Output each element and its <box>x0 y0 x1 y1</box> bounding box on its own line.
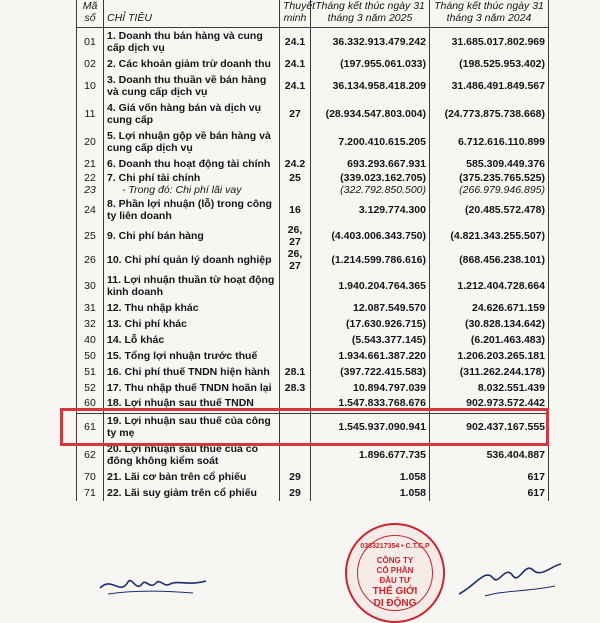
row-current-value-cell: (4.403.006.343.750) <box>311 224 430 248</box>
row-code-cell: 23 <box>77 184 104 196</box>
table-row <box>77 100 549 128</box>
row-code-cell: 71 <box>77 485 104 501</box>
row-item-cell: 22. Lãi suy giảm trên cổ phiếu <box>104 485 280 501</box>
row-item-cell: 4. Giá vốn hàng bán và dịch vụ cung cấp <box>104 100 280 128</box>
row-current-value-cell: (197.955.061.033) <box>311 56 430 72</box>
row-current-value-cell: 10.894.797.039 <box>311 380 430 396</box>
table-row <box>77 300 549 316</box>
row-item-cell: 14. Lỗ khác <box>104 332 280 348</box>
row-note-cell: 28.3 <box>280 380 311 396</box>
table-row <box>77 316 549 332</box>
seal-text-line3: ĐẦU TƯ <box>379 576 411 585</box>
row-current-value-cell: 1.547.833.768.676 <box>311 396 430 410</box>
header-item: CHỈ TIÊU <box>104 0 280 28</box>
row-code-cell: 21 <box>77 156 104 172</box>
row-note-cell: 16 <box>280 196 311 224</box>
row-code-cell: 02 <box>77 56 104 72</box>
signature-right <box>455 556 565 600</box>
signature-left <box>98 566 208 600</box>
row-current-value-cell: 7.200.410.615.205 <box>311 128 430 156</box>
row-previous-value-cell: 902.437.167.555 <box>430 413 549 441</box>
row-code-cell: 40 <box>77 332 104 348</box>
row-code-cell: 61 <box>77 413 104 441</box>
row-current-value-cell: (28.934.547.803.004) <box>311 100 430 128</box>
row-item-cell: 13. Chi phí khác <box>104 316 280 332</box>
row-previous-value-cell: (30.828.134.642) <box>430 316 549 332</box>
row-item-cell: 2. Các khoản giảm trừ doanh thu <box>104 56 280 72</box>
table-row <box>77 248 549 272</box>
row-item-cell: 18. Lợi nhuận sau thuế TNDN <box>104 396 280 410</box>
row-previous-value-cell: 617 <box>430 485 549 501</box>
header-code: Mã số <box>77 0 104 28</box>
row-note-cell: 24.1 <box>280 72 311 100</box>
row-code-cell: 32 <box>77 316 104 332</box>
table-row <box>77 72 549 100</box>
row-item-cell: - Trong đó: Chi phí lãi vay <box>104 184 280 196</box>
table-row <box>77 272 549 300</box>
row-code-cell: 22 <box>77 172 104 184</box>
row-previous-value-cell: 31.486.491.849.567 <box>430 72 549 100</box>
row-item-cell: 7. Chi phí tài chính <box>104 172 280 184</box>
row-current-value-cell: (5.543.377.145) <box>311 332 430 348</box>
table-row <box>77 332 549 348</box>
row-item-cell: 5. Lợi nhuận gộp về bán hàng và cung cấp dịch vụ <box>104 128 280 156</box>
row-note-cell: 24.1 <box>280 28 311 56</box>
row-current-value-cell: 1.896.677.735 <box>311 441 430 469</box>
row-note-cell <box>280 316 311 332</box>
row-code-cell: 24 <box>77 196 104 224</box>
row-previous-value-cell: (20.485.572.478) <box>430 196 549 224</box>
row-current-value-cell: 12.087.549.570 <box>311 300 430 316</box>
row-note-cell: 24.1 <box>280 56 311 72</box>
row-current-value-cell: (322.792.850.500) <box>311 184 430 196</box>
table-row <box>77 172 549 184</box>
row-previous-value-cell: (868.456.238.101) <box>430 248 549 272</box>
row-code-cell: 60 <box>77 396 104 410</box>
row-item-cell: 12. Thu nhập khác <box>104 300 280 316</box>
row-current-value-cell: 1.940.204.764.365 <box>311 272 430 300</box>
row-note-cell: 26, 27 <box>280 224 311 248</box>
row-note-cell <box>280 272 311 300</box>
table-row <box>77 224 549 248</box>
seal-text-line4: THẾ GIỚI <box>372 586 418 597</box>
row-previous-value-cell: (4.821.343.255.507) <box>430 224 549 248</box>
row-previous-value-cell: 617 <box>430 469 549 485</box>
row-note-cell <box>280 332 311 348</box>
row-note-cell: 24.2 <box>280 156 311 172</box>
row-previous-value-cell: 1.206.203.265.181 <box>430 348 549 364</box>
table-row <box>77 156 549 172</box>
table-row <box>77 196 549 224</box>
row-code-cell: 31 <box>77 300 104 316</box>
table-row <box>77 485 549 501</box>
row-previous-value-cell: (198.525.953.402) <box>430 56 549 72</box>
table-row <box>77 469 549 485</box>
row-note-cell <box>280 184 311 196</box>
row-previous-value-cell: (311.262.244.178) <box>430 364 549 380</box>
row-code-cell: 10 <box>77 72 104 100</box>
company-seal <box>345 523 445 623</box>
row-note-cell: 29 <box>280 469 311 485</box>
seal-text-line1: CÔNG TY <box>376 556 414 565</box>
row-note-cell: 27 <box>280 100 311 128</box>
table-row <box>77 28 549 56</box>
row-note-cell: 28.1 <box>280 364 311 380</box>
row-current-value-cell: 1.058 <box>311 485 430 501</box>
seal-text-line2: CỔ PHẦN <box>376 566 414 575</box>
table-row <box>77 128 549 156</box>
row-note-cell <box>280 128 311 156</box>
header-previous-period: Tháng kết thúc ngày 31 tháng 3 năm 2024 <box>430 0 549 28</box>
row-item-cell: 21. Lãi cơ bản trên cổ phiếu <box>104 469 280 485</box>
row-code-cell: 70 <box>77 469 104 485</box>
header-current-period: Tháng kết thúc ngày 31 tháng 3 năm 2025 <box>311 0 430 28</box>
row-code-cell: 01 <box>77 28 104 56</box>
seal-ring-text: 0303217354 • C.T.C.P <box>360 543 430 550</box>
row-code-cell: 26 <box>77 248 104 272</box>
row-previous-value-cell: 24.626.671.159 <box>430 300 549 316</box>
table-header-row <box>77 0 549 28</box>
row-previous-value-cell: (24.773.875.738.668) <box>430 100 549 128</box>
row-previous-value-cell: (266.979.946.895) <box>430 184 549 196</box>
row-current-value-cell: 36.332.913.479.242 <box>311 28 430 56</box>
row-item-cell: 15. Tổng lợi nhuận trước thuế <box>104 348 280 364</box>
row-item-cell: 8. Phần lợi nhuận (lỗ) trong công ty liên doanh <box>104 196 280 224</box>
row-code-cell: 20 <box>77 128 104 156</box>
row-item-cell: 17. Thu nhập thuế TNDN hoãn lại <box>104 380 280 396</box>
row-item-cell: 3. Doanh thu thuần về bán hàng và cung cấp dịch vụ <box>104 72 280 100</box>
row-item-cell: 19. Lợi nhuận sau thuế của công ty mẹ <box>104 413 280 441</box>
row-note-cell <box>280 300 311 316</box>
row-current-value-cell: 1.934.661.387.220 <box>311 348 430 364</box>
row-previous-value-cell: 6.712.616.110.899 <box>430 128 549 156</box>
row-current-value-cell: 693.293.667.931 <box>311 156 430 172</box>
row-item-cell: 1. Doanh thu bán hàng và cung cấp dịch vụ <box>104 28 280 56</box>
table-row <box>77 348 549 364</box>
table-row <box>77 56 549 72</box>
row-current-value-cell: (1.214.599.786.616) <box>311 248 430 272</box>
row-previous-value-cell: 536.404.887 <box>430 441 549 469</box>
row-previous-value-cell: (6.201.463.483) <box>430 332 549 348</box>
row-item-cell: 6. Doanh thu hoạt động tài chính <box>104 156 280 172</box>
row-current-value-cell: 36.134.958.418.209 <box>311 72 430 100</box>
row-previous-value-cell: 585.309.449.376 <box>430 156 549 172</box>
row-item-cell: 16. Chi phí thuế TNDN hiện hành <box>104 364 280 380</box>
row-item-cell: 11. Lợi nhuận thuần từ hoạt động kinh doanh <box>104 272 280 300</box>
row-current-value-cell: 1.545.937.090.941 <box>311 413 430 441</box>
row-code-cell: 51 <box>77 364 104 380</box>
table-row <box>77 380 549 396</box>
row-current-value-cell: (397.722.415.583) <box>311 364 430 380</box>
table-row <box>77 364 549 380</box>
row-code-cell: 50 <box>77 348 104 364</box>
row-note-cell <box>280 348 311 364</box>
table-row <box>77 184 549 196</box>
header-note: Thuyết minh <box>280 0 311 28</box>
seal-text-line5: DI ĐỘNG <box>373 598 417 609</box>
row-previous-value-cell: (375.235.765.525) <box>430 172 549 184</box>
row-current-value-cell: (339.023.162.705) <box>311 172 430 184</box>
row-code-cell: 30 <box>77 272 104 300</box>
row-item-cell: 9. Chi phí bán hàng <box>104 224 280 248</box>
row-code-cell: 62 <box>77 441 104 469</box>
row-current-value-cell: 1.058 <box>311 469 430 485</box>
row-previous-value-cell: 8.032.551.439 <box>430 380 549 396</box>
row-current-value-cell: 3.129.774.300 <box>311 196 430 224</box>
row-code-cell: 52 <box>77 380 104 396</box>
highlight-box <box>60 408 549 446</box>
row-note-cell: 26, 27 <box>280 248 311 272</box>
row-item-cell: 10. Chi phí quản lý doanh nghiệp <box>104 248 280 272</box>
row-previous-value-cell: 31.685.017.802.969 <box>430 28 549 56</box>
row-code-cell: 25 <box>77 224 104 248</box>
row-current-value-cell: (17.630.926.715) <box>311 316 430 332</box>
row-previous-value-cell: 902.973.572.442 <box>430 396 549 410</box>
row-item-cell: 20. Lợi nhuận sau thuế của cổ đông không kiểm soát <box>104 441 280 469</box>
row-previous-value-cell: 1.212.404.728.664 <box>430 272 549 300</box>
row-note-cell: 29 <box>280 485 311 501</box>
row-note-cell: 25 <box>280 172 311 184</box>
row-code-cell: 11 <box>77 100 104 128</box>
